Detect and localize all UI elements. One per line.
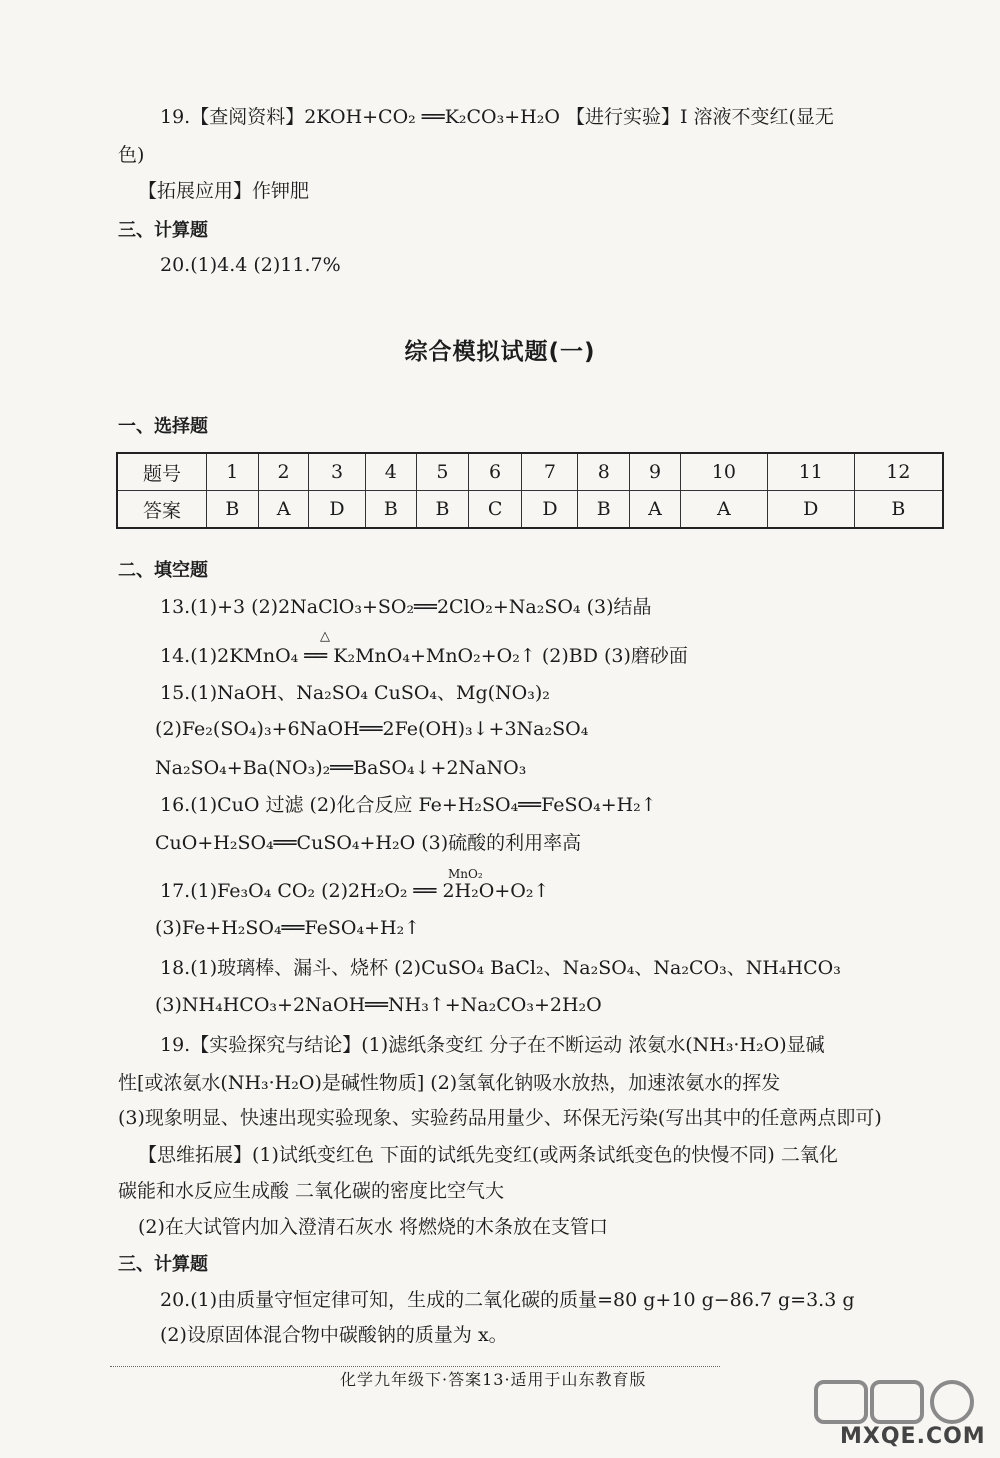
table-row-answers xyxy=(117,491,943,529)
table-cell-number: 1 xyxy=(207,453,259,491)
answer-line: 15.(1)NaOH、Na₂SO₄ CuSO₄、Mg(NO₃)₂ xyxy=(160,682,550,704)
answer-line: CuO+H₂SO₄══CuSO₄+H₂O (3)硫酸的利用率高 xyxy=(155,832,582,854)
table-cell-number: 3 xyxy=(309,453,365,491)
q20-calc-line-2: (2)设原固体混合物中碳酸钠的质量为 x。 xyxy=(160,1324,508,1346)
section-heading-fill: 二、填空题 xyxy=(118,560,208,581)
answer-table xyxy=(116,452,944,529)
answer-line: (3)NH₄HCO₃+2NaOH══NH₃↑+Na₂CO₃+2H₂O xyxy=(155,994,602,1016)
q19-line-1: 19.【查阅资料】2KOH+CO₂ ══K₂CO₃+H₂O 【进行实验】Ⅰ 溶液不变红(显无 xyxy=(160,106,834,128)
reaction-condition-catalyst: MnO₂ xyxy=(448,867,483,881)
table-cell-number: 8 xyxy=(578,453,630,491)
answer-line: 【思维拓展】(1)试纸变红色 下面的试纸先变红(或两条试纸变色的快慢不同) 二氧化 xyxy=(138,1144,838,1166)
section-heading-choice: 一、选择题 xyxy=(118,416,208,437)
table-cell-answer: A xyxy=(630,491,681,529)
table-cell-answer: B xyxy=(854,491,943,529)
section-heading-calc: 三、计算题 xyxy=(118,220,208,241)
table-cell-number: 7 xyxy=(522,453,578,491)
footer-text: 化学九年级下·答案13·适用于山东教育版 xyxy=(340,1370,647,1389)
reaction-condition-heat: △ xyxy=(320,629,330,644)
table-cell-number: 9 xyxy=(630,453,681,491)
table-row-numbers xyxy=(117,453,943,491)
answer-line: Na₂SO₄+Ba(NO₃)₂══BaSO₄↓+2NaNO₃ xyxy=(155,757,527,779)
section-heading-calc-2: 三、计算题 xyxy=(118,1254,208,1275)
table-cell-answer: D xyxy=(522,491,578,529)
answer-line: 碳能和水反应生成酸 二氧化碳的密度比空气大 xyxy=(118,1180,505,1202)
table-cell-answer: A xyxy=(680,491,767,529)
table-cell-answer: B xyxy=(365,491,417,529)
table-cell-answer: B xyxy=(578,491,630,529)
table-answer-label: 答案 xyxy=(117,491,207,529)
answer-line: 18.(1)玻璃棒、漏斗、烧杯 (2)CuSO₄ BaCl₂、Na₂SO₄、Na₂CO₃、NH₄HCO₃ xyxy=(160,957,841,979)
answer-line: (3)现象明显、快速出现实验现象、实验药品用量少、环保无污染(写出其中的任意两点即可) xyxy=(118,1107,882,1129)
table-cell-number: 11 xyxy=(767,453,854,491)
answer-line: 19.【实验探究与结论】(1)滤纸条变红 分子在不断运动 浓氨水(NH₃·H₂O)显碱 xyxy=(160,1034,825,1056)
table-cell-number: 4 xyxy=(365,453,417,491)
answer-line: (3)Fe+H₂SO₄══FeSO₄+H₂↑ xyxy=(155,917,421,939)
answer-line: 17.(1)Fe₃O₄ CO₂ (2)2H₂O₂ ══ 2H₂O+O₂↑ xyxy=(160,880,550,902)
answer-line: 13.(1)+3 (2)2NaClO₃+SO₂══2ClO₂+Na₂SO₄ (3)结晶 xyxy=(160,596,652,618)
answer-line: (2)在大试管内加入澄清石灰水 将燃烧的木条放在支管口 xyxy=(138,1216,608,1238)
table-header-label: 题号 xyxy=(117,453,207,491)
page-title: 综合模拟试题(一) xyxy=(404,339,596,365)
table-cell-number: 10 xyxy=(680,453,767,491)
table-cell-number: 5 xyxy=(417,453,469,491)
answer-line: 16.(1)CuO 过滤 (2)化合反应 Fe+H₂SO₄══FeSO₄+H₂↑ xyxy=(160,794,657,816)
q20-calc-line-1: 20.(1)由质量守恒定律可知，生成的二氧化碳的质量=80 g+10 g−86.7 g=3.3 g xyxy=(160,1289,855,1311)
answer-line: (2)Fe₂(SO₄)₃+6NaOH══2Fe(OH)₃↓+3Na₂SO₄ xyxy=(155,718,589,740)
watermark-text: MXQE.COM xyxy=(840,1424,986,1449)
answer-line: 14.(1)2KMnO₄ ══ K₂MnO₄+MnO₂+O₂↑ (2)BD (3)磨砂面 xyxy=(160,645,688,667)
q19-line-2: 色) xyxy=(118,144,145,166)
q20-line: 20.(1)4.4 (2)11.7% xyxy=(160,254,341,276)
table-cell-number: 6 xyxy=(468,453,522,491)
answer-line: 性[或浓氨水(NH₃·H₂O)是碱性物质] (2)氢氧化钠吸水放热，加速浓氨水的挥发 xyxy=(118,1072,781,1094)
table-cell-number: 12 xyxy=(854,453,943,491)
table-cell-answer: B xyxy=(417,491,469,529)
table-cell-answer: A xyxy=(258,491,309,529)
table-cell-number: 2 xyxy=(258,453,309,491)
table-cell-answer: D xyxy=(309,491,365,529)
q19-line-3: 【拓展应用】作钾肥 xyxy=(138,180,310,202)
table-cell-answer: B xyxy=(207,491,259,529)
table-cell-answer: D xyxy=(767,491,854,529)
table-cell-answer: C xyxy=(468,491,522,529)
